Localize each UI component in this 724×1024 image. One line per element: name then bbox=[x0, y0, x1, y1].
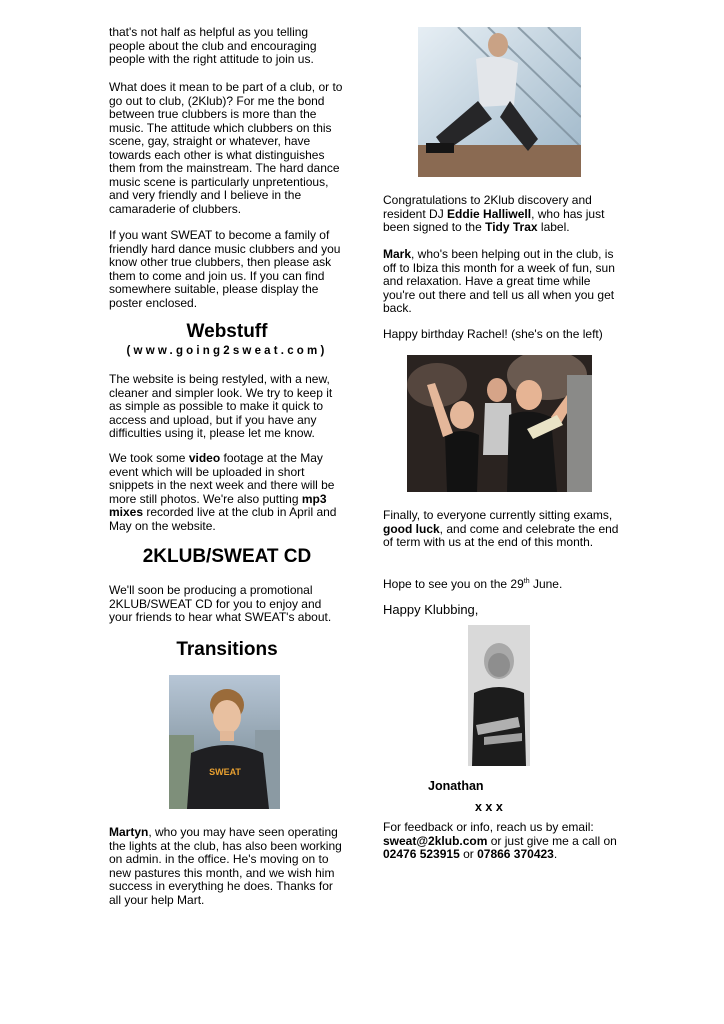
transitions-heading: Transitions bbox=[176, 639, 278, 660]
paragraph-see-you: Hope to see you on the 29th June. bbox=[383, 577, 563, 591]
contact-phone-2: 07866 370423 bbox=[477, 847, 554, 861]
paragraph-sweat-family: If you want SWEAT to become a family of friendly hard dance music clubbers and you know other true clubbers, then please ask them to come and join us. If you can find somewhere suitable, please display the poster enclosed. bbox=[109, 228, 341, 310]
cd-heading: 2KLUB/SWEAT CD bbox=[142, 546, 312, 567]
eddie-photo bbox=[418, 27, 581, 177]
paragraph-eddie: Congratulations to 2Klub discovery and resident DJ Eddie Halliwell, who has just been signed to the Tidy Trax label. bbox=[383, 193, 605, 234]
martyn-photo bbox=[169, 675, 280, 809]
paragraph-contact: For feedback or info, reach us by email: sweat@2klub.com or just give me a call on 02476 523915 or 07866 370423. bbox=[383, 820, 617, 861]
paragraph-mark: Mark, who's been helping out in the club, is off to Ibiza this month for a week of fun, sun and relaxation. Have a great time while you're out there and tell us all when you get back. bbox=[383, 247, 615, 315]
paragraph-martyn: Martyn, who you may have seen operating the lights at the club, has also been working on admin. in the office. He's moving on to new pastures this month, and we wish him success in everything he does. Thanks for all your help Mart. bbox=[109, 825, 342, 907]
paragraph-birthday: Happy birthday Rachel! (she's on the left) bbox=[383, 327, 603, 341]
jonathan-photo bbox=[468, 625, 530, 766]
contact-phone-1: 02476 523915 bbox=[383, 847, 460, 861]
paragraph-happy-klubbing: Happy Klubbing, bbox=[383, 602, 479, 617]
tshirt-logo: SWEAT bbox=[209, 767, 241, 777]
paragraph-exams: Finally, to everyone currently sitting exams, good luck, and come and celebrate the end of term with us at the end of this month. bbox=[383, 508, 619, 549]
paragraph-club-meaning: What does it mean to be part of a club, or to go out to club, (2Klub)? For me the bond between true clubbers is more than the music. The attitude which clubbers on this scene, gay, straight or whatever, have towards each other is what distinguishes them from the mainstream. The hard dance music scene is particularly unpretentious, and very friendly and I believe in the camaraderie of clubbers. bbox=[109, 80, 343, 216]
webstuff-heading: Webstuff bbox=[186, 321, 268, 342]
paragraph-video: We took some video footage at the May event which will be uploaded in short snippets in the next week and there will be more still photos. We're also putting mp3 mixes recorded live at the club in April and May on the website. bbox=[109, 451, 337, 533]
signature-name: Jonathan bbox=[428, 779, 484, 793]
paragraph-website: The website is being restyled, with a new, cleaner and simpler look. We try to keep it as simple as possible to make it quick to access and upload, but if you have any difficulties using it, please let me know. bbox=[109, 372, 333, 440]
paragraph-cd: We'll soon be producing a promotional 2KLUB/SWEAT CD for you to enjoy and your friends to hear what SWEAT's about. bbox=[109, 583, 332, 624]
signature-kisses: x x x bbox=[475, 800, 503, 814]
paragraph-intro-end: that's not half as helpful as you telling people about the club and encouraging people with the right attitude to join us. bbox=[109, 25, 317, 66]
contact-email: sweat@2klub.com bbox=[383, 833, 488, 848]
webstuff-url: (www.going2sweat.com) bbox=[126, 345, 328, 357]
club-crowd-photo bbox=[407, 355, 592, 492]
